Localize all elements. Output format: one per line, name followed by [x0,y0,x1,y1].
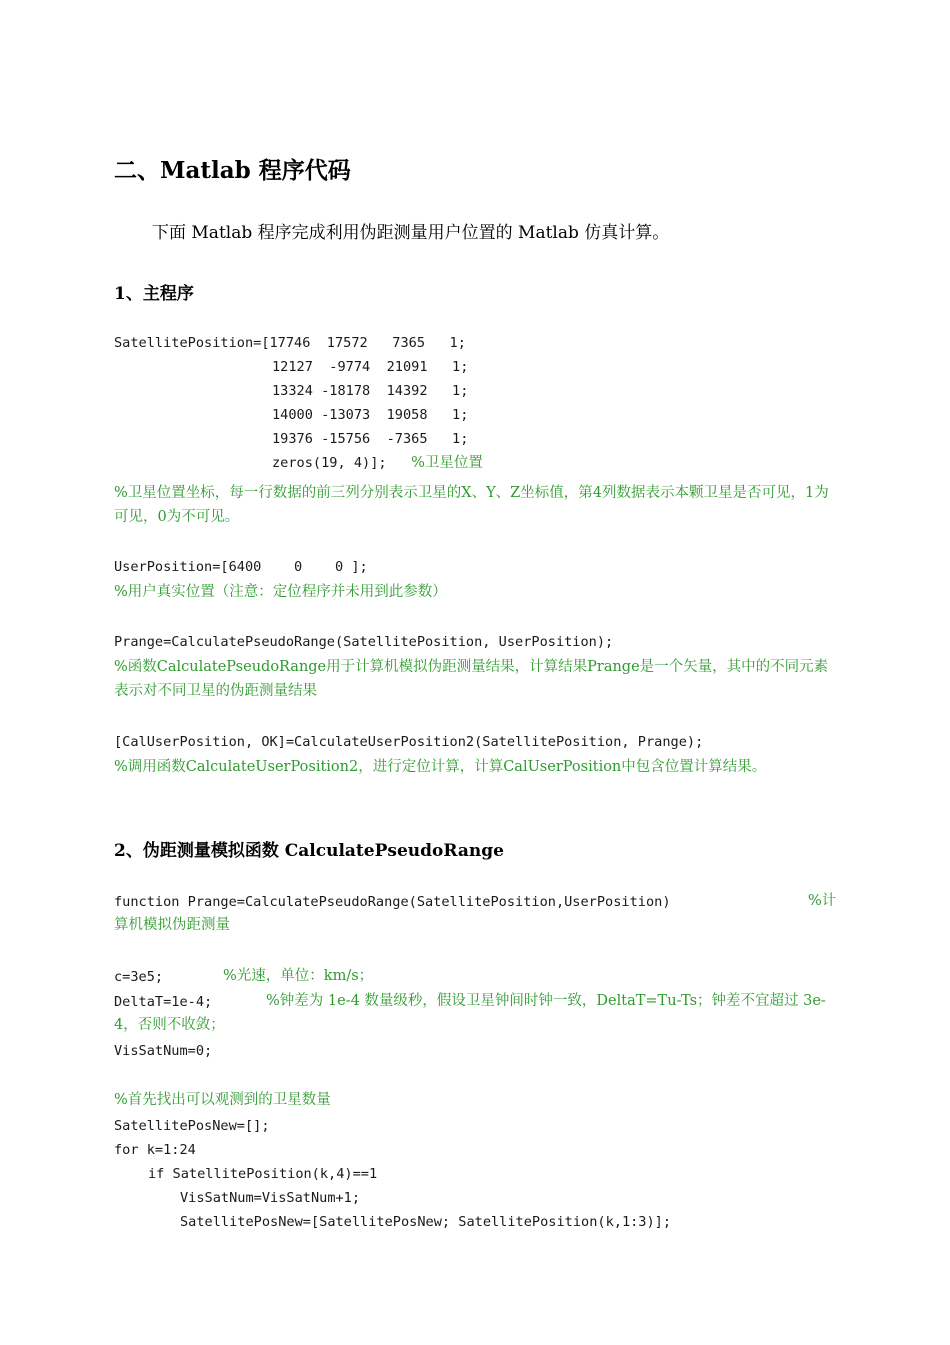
code-line: SatellitePosNew=[SatellitePosNew; SatellitePosition(k,1:3)]; [180,1214,672,1230]
code-line: zeros(19, 4)]; [272,455,387,471]
code-line: for k=1:24 [114,1142,196,1158]
code-line: if SatellitePosition(k,4)==1 [148,1166,378,1182]
light-speed-comment: %光速，单位：km/s； [223,968,374,984]
prange-comment: %函数CalculatePseudoRange用于计算机模拟伪距测量结果，计算结果Prange是一个矢量，其中的不同元素表示对不同卫星的伪距测量结果 [114,659,829,699]
code-line: c=3e5; [114,969,164,985]
function-comment [114,889,838,937]
inline-comment: %计算机模拟伪距测量 [114,893,837,933]
user-position-code: UserPosition=[6400 0 0 ]; [114,559,368,575]
code-line: 19376 -15756 -7365 1; [272,431,469,447]
delta-code: DeltaT=1e-4; [114,994,213,1010]
calc-position-comment: %调用函数CalculateUserPosition2，进行定位计算，计算CalUserPosition中包含位置计算结果。 [114,759,767,775]
loop-code [114,1114,671,1234]
inline-comment: %卫星位置 [411,455,483,471]
code-line: SatellitePosNew=[]; [114,1118,270,1134]
light-speed-code [114,965,212,989]
code-line: function Prange=CalculatePseudoRange(SatellitePosition,UserPosition) [114,894,671,910]
find-satellites-comment: %首先找出可以观测到的卫星数量 [114,1092,331,1108]
code-line: VisSatNum=VisSatNum+1; [180,1190,361,1206]
section1-title: 1、主程序 [114,284,194,304]
inline-comment: %钟差为 1e-4 数量级秒，假设卫星钟间时钟一致，DeltaT=Tu-Ts；钟差不宜超过 3e-4，否则不收敛； [114,993,826,1033]
vis-sat-code: VisSatNum=0; [114,1043,213,1059]
code-line: SatellitePosition=[17746 17572 7365 1; [114,335,466,351]
satellite-comment: %卫星位置坐标，每一行数据的前三列分别表示卫星的X、Y、Z坐标值，第4列数据表示本颗卫星是否可见，1为可见，0为不可见。 [114,485,829,525]
satellite-position-code [114,331,483,475]
delta-comment [114,989,838,1037]
section2-title: 2、伪距测量模拟函数 CalculatePseudoRange [114,841,504,861]
intro-paragraph: 下面 Matlab 程序完成利用伪距测量用户位置的 Matlab 仿真计算。 [152,223,670,243]
code-line: 13324 -18178 14392 1; [272,383,469,399]
section-heading-matlab-code: 二、Matlab 程序代码 [114,157,351,184]
calc-position-code: [CalUserPosition, OK]=CalculateUserPosition2(SatellitePosition, Prange); [114,734,704,750]
prange-code: Prange=CalculatePseudoRange(SatellitePosition, UserPosition); [114,634,614,650]
code-line: 14000 -13073 19058 1; [272,407,469,423]
user-position-comment: %用户真实位置（注意：定位程序并未用到此参数） [114,584,447,600]
code-line: 12127 -9774 21091 1; [272,359,469,375]
